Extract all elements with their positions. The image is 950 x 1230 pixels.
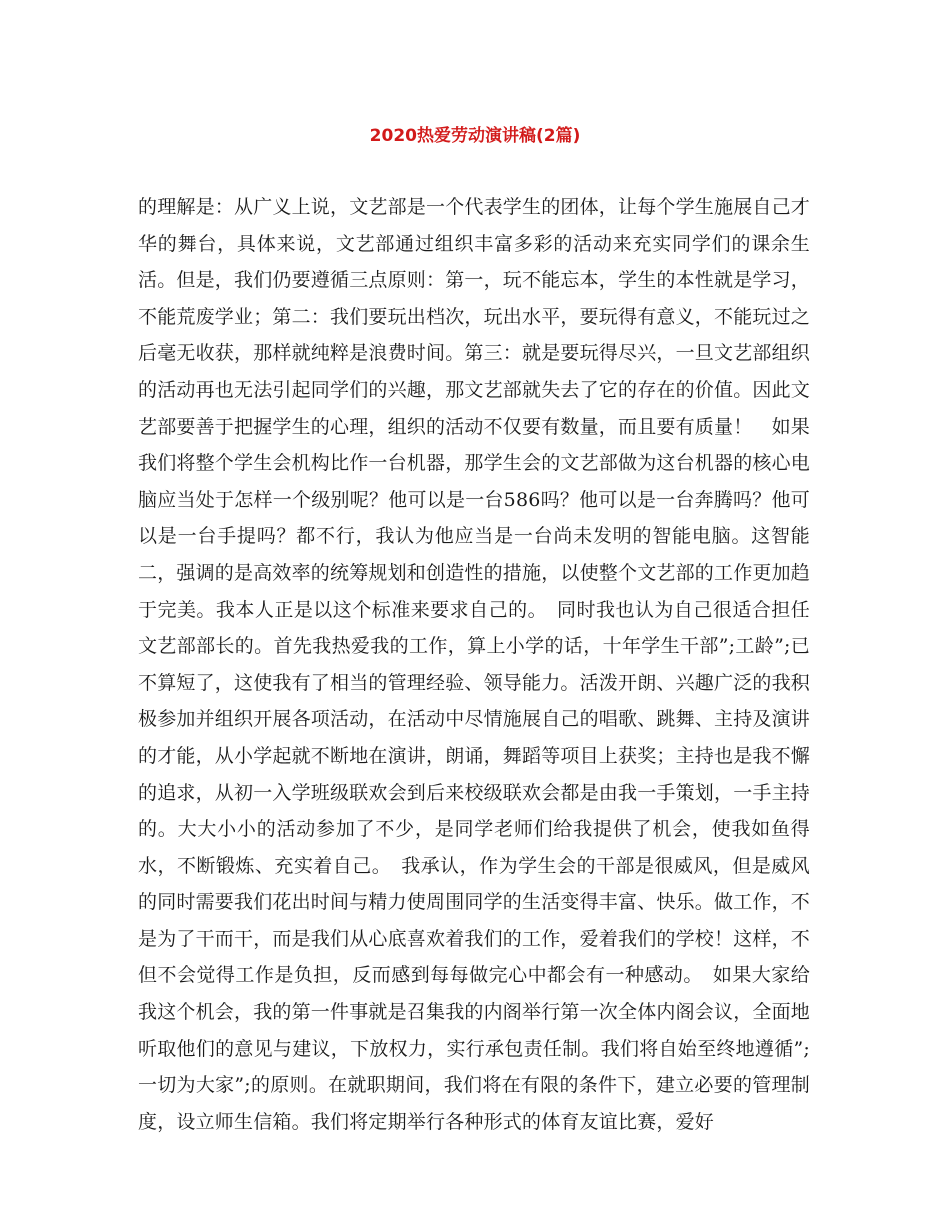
document-body: 的理解是：从广义上说，文艺部是一个代表学生的团体，让每个学生施展自己才华的舞台，具体来说，文艺部通过组织丰富多彩的活动来充实同学们的课余生活。但是，我们仍要遵循三点原则：第一，玩不能忘本，学生的本性就是学习，不能荒废学业；第二：我们要玩出档次，玩出水平，要玩得有意义，不能玩过之后毫无收获，那样就纯粹是浪费时间。第三：就是要玩得尽兴，一旦文艺部组织的活动再也无法引起同学们的兴趣，那文艺部就失去了它的存在的价值。因此文艺部要善于把握学生的心理，组织的活动不仅要有数量，而且要有质量！ 如果我们将整个学生会机构比作一台机器，那学生会的文艺部做为这台机器的核心电脑应当处于怎样一个级别呢？他可以是一台586吗？他可以是一台奔腾吗？他可以是一台手提吗？都不行，我认为他应当是一台尚未发明的智能电脑。这智能二，强调的是高效率的统筹规划和创造性的措施，以使整个文艺部的工作更加趋于完美。我本人正是以这个标准来要求自己的。 同时我也认为自己很适合担任文艺部部长的。首先我热爱我的工作，算上小学的话，十年学生干部”;工龄”;已不算短了，这使我有了相当的管理经验、领导能力。活泼开朗、兴趣广泛的我积极参加并组织开展各项活动，在活动中尽情施展自己的唱歌、跳舞、主持及演讲的才能，从小学起就不断地在演讲，朗诵，舞蹈等项目上获奖；主持也是我不懈的追求，从初一入学班级联欢会到后来校级联欢会都是由我一手策划，一手主持的。大大小小的活动参加了不少，是同学老师们给我提供了机会，使我如鱼得水，不断锻炼、充实着自己。 我承认，作为学生会的干部是很威风，但是威风的同时需要我们花出时间与精力使周围同学的生活变得丰富、快乐。做工作，不是为了干而干，而是我们从心底喜欢着我们的工作，爱着我们的学校！这样，不但不会觉得工作是负担，反而感到每每做完心中都会有一种感动。 如果大家给我这个机会，我的第一件事就是召集我的内阁举行第一次全体内阁会议，全面地听取他们的意见与建议，下放权力，实行承包责任制。我们将自始至终地遵循”;一切为大家”;的原则。在就职期间，我们将在有限的条件下，建立必要的管理制度，设立师生信箱。我们将定期举行各种形式的体育友谊比赛，爱好	[138, 196, 811, 1133]
document-title: 2020热爱劳动演讲稿(2篇)	[369, 126, 581, 146]
